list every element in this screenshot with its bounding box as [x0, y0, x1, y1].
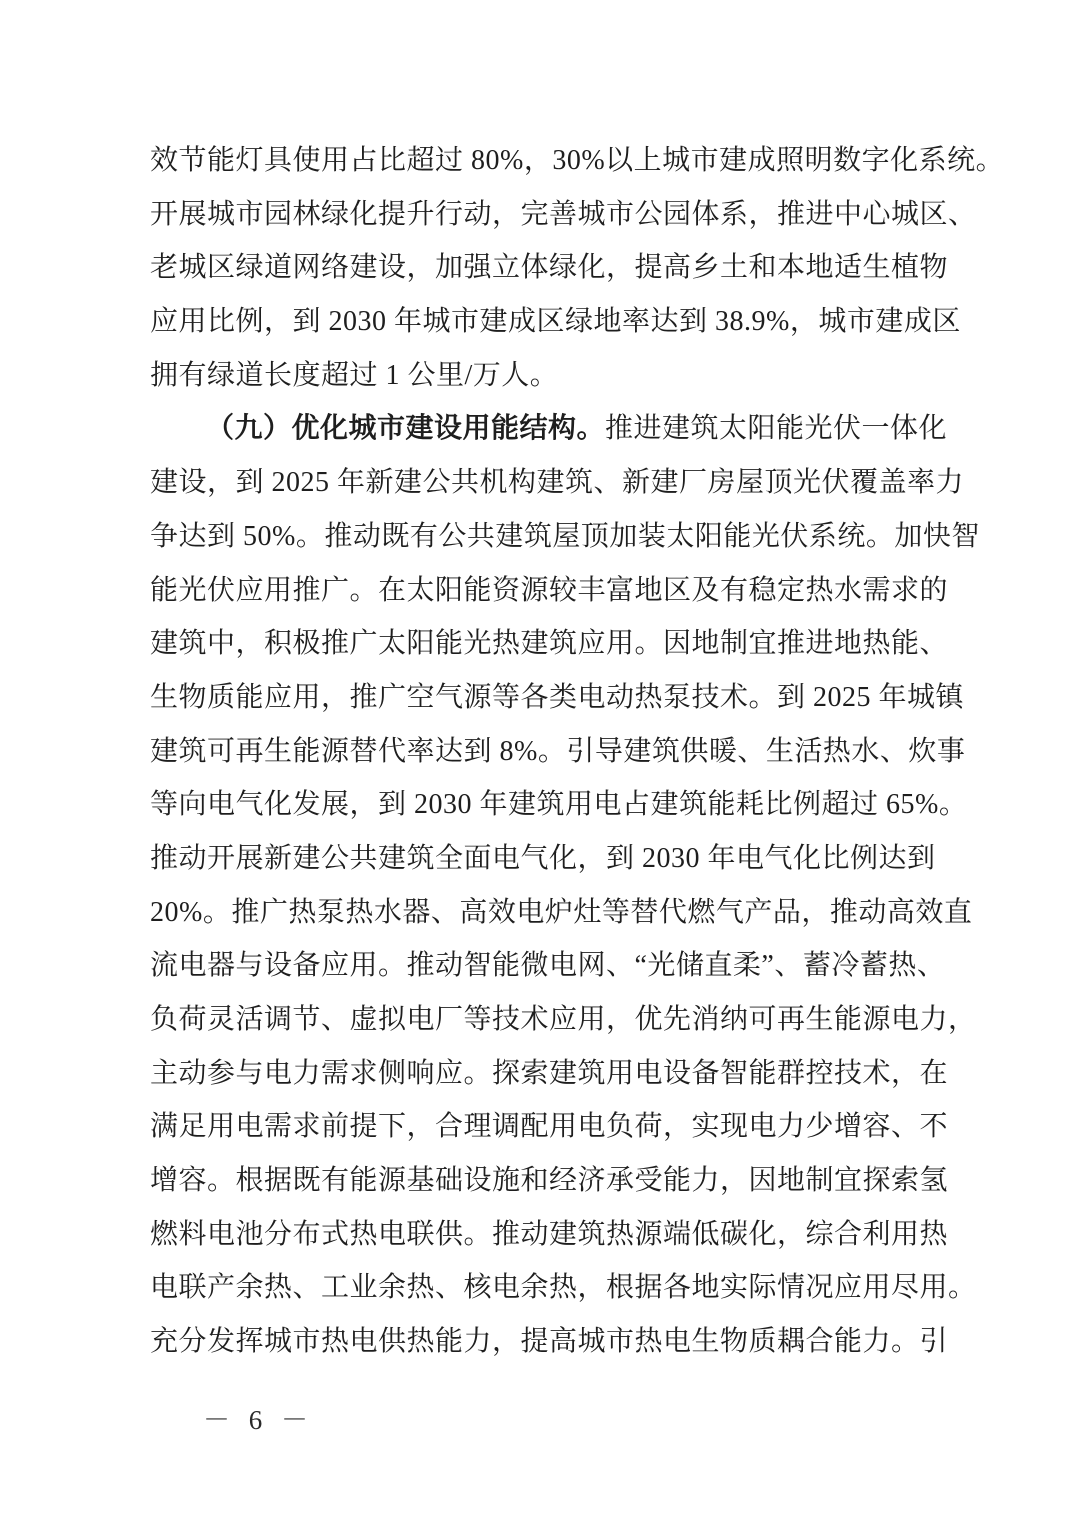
- text-run: 推动开展新建公共建筑全面电气化，到 2030 年电气化比例达到: [150, 842, 936, 874]
- text-run: 开展城市园林绿化提升行动，完善城市公园体系，推进中心城区、: [150, 198, 977, 230]
- text-line: [150, 295, 961, 349]
- text-line: [150, 510, 980, 564]
- text-run: 推进建筑太阳能光伏一体化: [605, 413, 948, 445]
- text-line: [150, 349, 932, 403]
- text-run: 充分发挥城市热电供热能力，提高城市热电生物质耦合能力。引: [150, 1326, 949, 1358]
- text-line: [150, 134, 1005, 188]
- text-line: [150, 564, 949, 618]
- text-run: 生物质能应用，推广空气源等各类电动热泵技术。到 2025 年城镇: [150, 681, 965, 713]
- text-run: 20%。推广热泵热水器、高效电炉灶等替代燃气产品，推动高效直: [150, 896, 973, 928]
- text-line: [150, 886, 973, 940]
- text-line: [150, 939, 946, 993]
- text-run: 拥有绿道长度超过 1 公里/万人。: [150, 359, 559, 391]
- text-line: [150, 241, 949, 295]
- text-run: 负荷灵活调节、虚拟电厂等技术应用，优先消纳可再生能源电力，: [150, 1004, 977, 1035]
- text-line: [150, 456, 965, 510]
- text-line: [150, 1100, 949, 1154]
- text-run: 增容。根据既有能源基础设施和经济承受能力，因地制宜探索氢: [150, 1165, 949, 1197]
- text-line: [150, 778, 968, 832]
- text-run: 流电器与设备应用。推动智能微电网、“光储直柔”、蓄冷蓄热、: [150, 950, 946, 982]
- text-run: 建筑中，积极推广太阳能光热建筑应用。因地制宜推进地热能、: [150, 628, 949, 660]
- text-run: 建设，到 2025 年新建公共机构建筑、新建厂房屋顶光伏覆盖率力: [150, 467, 965, 499]
- text-line: [150, 1315, 949, 1369]
- text-run: 电联产余热、工业余热、核电余热，根据各地实际情况应用尽用。: [150, 1272, 977, 1304]
- text-line: [150, 993, 977, 1047]
- page-number: － 6 －: [203, 1405, 314, 1435]
- text-line: [150, 1208, 949, 1262]
- text-line: [150, 671, 965, 725]
- text-run: 满足用电需求前提下，合理调配用电负荷，实现电力少增容、不: [150, 1111, 949, 1143]
- text-run: 等向电气化发展，到 2030 年建筑用电占建筑能耗比例超过 65%。: [150, 789, 968, 821]
- text-line: [150, 832, 936, 886]
- text-line: [150, 1154, 949, 1208]
- text-line: [150, 617, 949, 671]
- text-run: 燃料电池分布式热电联供。推动建筑热源端低碳化，综合利用热: [150, 1218, 949, 1250]
- text-run: 老城区绿道网络建设，加强立体绿化，提高乡土和本地适生植物: [150, 252, 949, 284]
- text-run: 能光伏应用推广。在太阳能资源较丰富地区及有稳定热水需求的: [150, 574, 949, 606]
- text-run: 应用比例，到 2030 年城市建成区绿地率达到 38.9%，城市建成区: [150, 306, 961, 338]
- section-heading: （九）优化城市建设用能结构。: [206, 413, 606, 445]
- text-run: 效节能灯具使用占比超过 80%，30%以上城市建成照明数字化系统。: [150, 145, 1005, 176]
- text-line: [150, 402, 948, 456]
- text-line: [150, 1261, 977, 1315]
- text-run: 建筑可再生能源替代率达到 8%。引导建筑供暖、生活热水、炊事: [150, 735, 966, 767]
- document-body: [150, 134, 1005, 1369]
- text-run: 争达到 50%。推动既有公共建筑屋顶加装太阳能光伏系统。加快智: [150, 520, 980, 552]
- text-line: [150, 1047, 949, 1101]
- text-line: [150, 725, 966, 779]
- text-line: [150, 188, 977, 242]
- text-run: 主动参与电力需求侧响应。探索建筑用电设备智能群控技术，在: [150, 1057, 949, 1089]
